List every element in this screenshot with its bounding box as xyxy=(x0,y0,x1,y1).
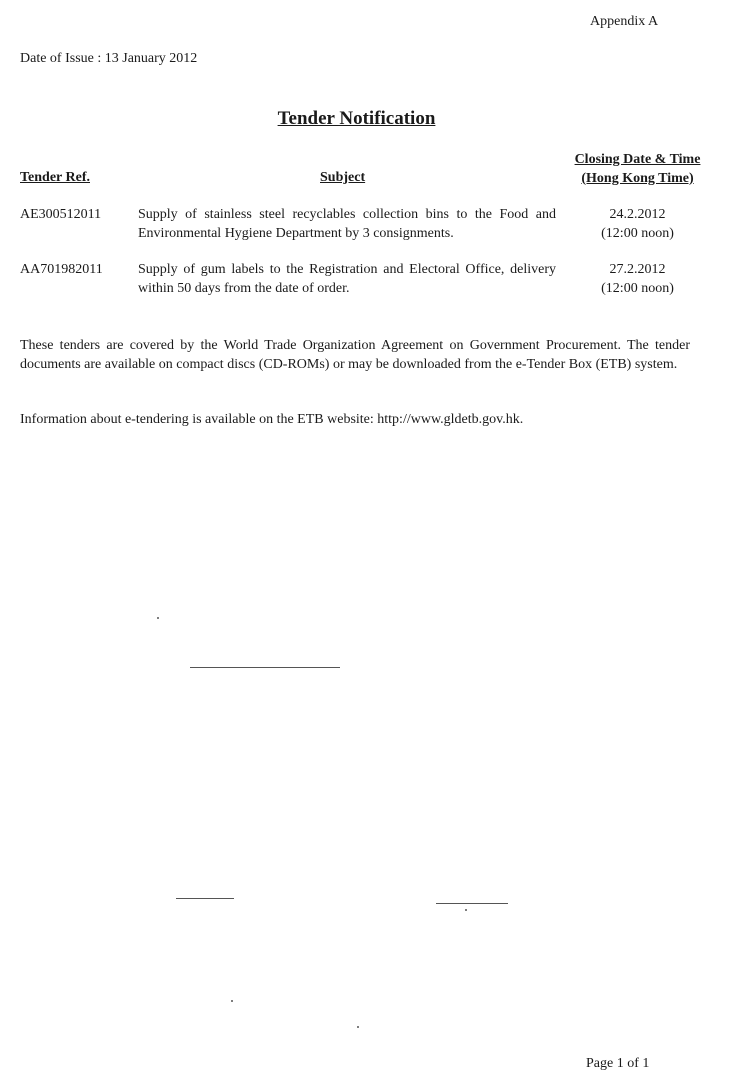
scan-artifact-dot xyxy=(357,1026,359,1028)
closing-date-1: 24.2.2012 xyxy=(609,207,666,222)
etb-info-paragraph: Information about e-tendering is available on the ETB website: http://www.gldetb.gov.hk. xyxy=(20,412,524,427)
column-header-closing xyxy=(560,150,715,188)
scan-artifact-dot xyxy=(157,617,159,619)
column-header-tender-ref: Tender Ref. xyxy=(20,170,90,185)
tender-subject-1: Supply of stainless steel recyclables collection bins to the Food and Environmental Hygiene Department by 3 consignments. xyxy=(138,207,556,241)
page-title: Tender Notification xyxy=(277,108,436,129)
appendix-label: Appendix A xyxy=(590,14,659,29)
scan-artifact-dot xyxy=(465,909,467,911)
scan-artifact-line xyxy=(176,898,234,899)
coverage-paragraph: These tenders are covered by the World Trade Organization Agreement on Government Procurement. The tender documents are available on compact discs (CD-ROMs) or may be downloaded from the e-Tender Box (ETB) system. xyxy=(20,338,690,372)
closing-date-2: 27.2.2012 xyxy=(609,262,666,277)
date-of-issue: Date of Issue : 13 January 2012 xyxy=(20,51,198,66)
tender-ref-2: AA701982011 xyxy=(20,262,103,277)
column-header-subject: Subject xyxy=(320,170,366,185)
page-number: Page 1 of 1 xyxy=(586,1056,650,1071)
tender-subject-2: Supply of gum labels to the Registration and Electoral Office, delivery within 50 days from the date of order. xyxy=(138,262,556,296)
closing-time-1: (12:00 noon) xyxy=(601,226,674,241)
closing-time-2: (12:00 noon) xyxy=(601,281,674,296)
column-header-closing-line2: (Hong Kong Time) xyxy=(581,171,694,186)
tender-ref-1: AE300512011 xyxy=(20,207,102,222)
scan-artifact-line xyxy=(436,903,508,904)
scan-artifact-dot xyxy=(231,1000,233,1002)
column-header-closing-line1: Closing Date & Time xyxy=(574,152,701,167)
scan-artifact-line xyxy=(190,667,340,668)
